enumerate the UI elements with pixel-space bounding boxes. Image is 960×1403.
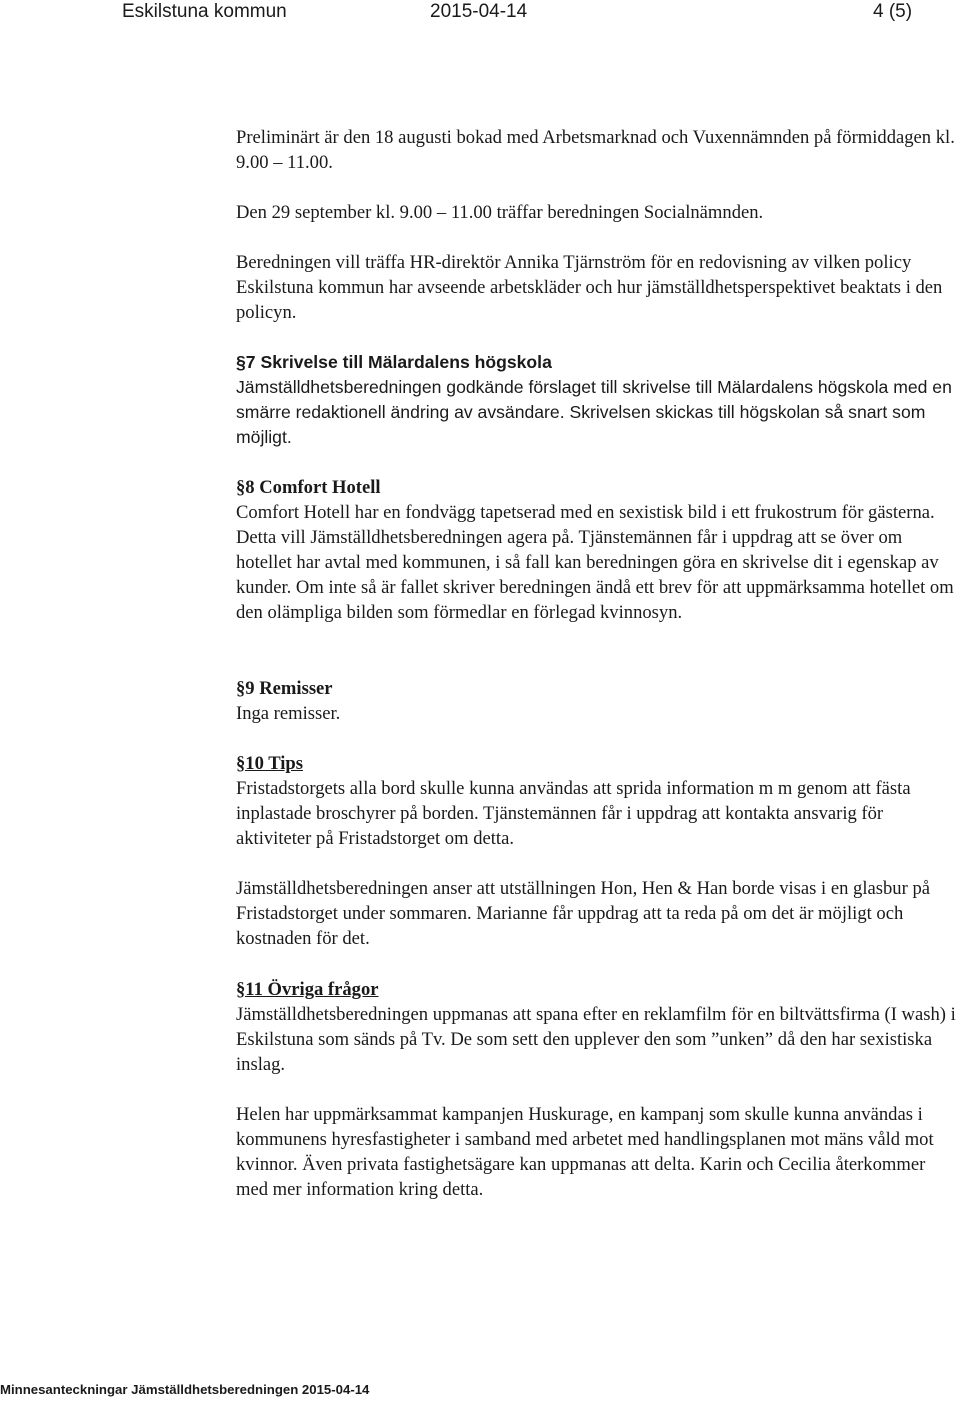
section-9-text: Inga remisser.: [236, 703, 341, 724]
section-10-text-2: Jämställdhetsberedningen anser att utställningen Hon, Hen & Han borde visas i en glasbur på Fristadstorget under sommaren. Marianne får uppdrag att ta reda på om det är möjligt och kostnaden för det.: [236, 878, 930, 949]
section-11-text-2: Helen har uppmärksammat kampanjen Huskurage, en kampanj som skulle kunna användas i kommunens hyresfastigheter i samband med arbetet med handlingsplanen mot mäns våld mot kvinnor. Även privata fastighetsägare kan uppmanas att delta. Karin och Cecilia återkommer med mer information kring detta.: [236, 1104, 934, 1200]
section-11-heading: §11 Övriga frågor: [236, 979, 379, 1000]
section-10-heading: §10 Tips: [236, 753, 304, 774]
section-11: [236, 977, 960, 1077]
page-footer: Minnesanteckningar Jämställdhetsberedningen 2015-04-14: [0, 1382, 370, 1397]
header-page-number: 4 (5): [873, 1, 913, 22]
header-organization: Eskilstuna kommun: [122, 1, 287, 22]
section-9-heading: §9 Remisser: [236, 678, 333, 699]
intro-paragraph-1: Preliminärt är den 18 augusti bokad med Arbetsmarknad och Vuxennämnden på förmiddagen kl. 9.00 – 11.00.: [236, 127, 955, 173]
section-7-text: Jämställdhetsberedningen godkände förslaget till skrivelse till Mälardalens högskola med en smärre redaktionell ändring av avsändare. Skrivelsen skickas till högskolan så snart som möjligt.: [236, 377, 952, 447]
section-10-paragraph-2: [236, 876, 960, 951]
section-10: [236, 751, 960, 851]
section-8-heading: §8 Comfort Hotell: [236, 477, 381, 498]
section-7-heading: §7 Skrivelse till Mälardalens högskola: [236, 352, 552, 372]
section-8-text: Comfort Hotell har en fondvägg tapetserad med en sexistisk bild i ett frukostrum för gästerna. Detta vill Jämställdhetsberedningen agera på. Tjänstemännen får i uppdrag att se över om hotellet har avtal med kommunen, i så fall kan beredningen göra en skrivelse dit i egenskap av kunder. Om inte så är fallet skriver beredningen ändå ett brev för att uppmärksamma hotellet om den olämpliga bilden som förmedlar en förlegad kvinnosyn.: [236, 502, 954, 623]
intro-paragraph-3: Beredningen vill träffa HR-direktör Annika Tjärnström för en redovisning av vilken policy Eskilstuna kommun har avseende arbetskläder och hur jämställdhetsperspektivet beaktats i den policyn.: [236, 252, 943, 323]
section-9: [236, 676, 960, 726]
section-11-paragraph-2: [236, 1102, 960, 1202]
header-date: 2015-04-14: [430, 1, 528, 22]
section-10-text-1: Fristadstorgets alla bord skulle kunna användas att sprida information m m genom att fästa inplastade broschyrer på borden. Tjänstemännen får i uppdrag att kontakta ansvarig för aktiviteter på Fristadstorget om detta.: [236, 778, 911, 849]
intro-paragraph-2: Den 29 september kl. 9.00 – 11.00 träffar beredningen Socialnämnden.: [236, 202, 764, 223]
section-11-text-1: Jämställdhetsberedningen uppmanas att spana efter en reklamfilm för en biltvättsfirma (I wash) i Eskilstuna som sänds på Tv. De som sett den upplever den som ”unken” då den har sexistiska inslag.: [236, 1004, 956, 1075]
page-header: [0, 0, 960, 26]
section-8: [236, 475, 960, 625]
section-7: [236, 350, 960, 450]
